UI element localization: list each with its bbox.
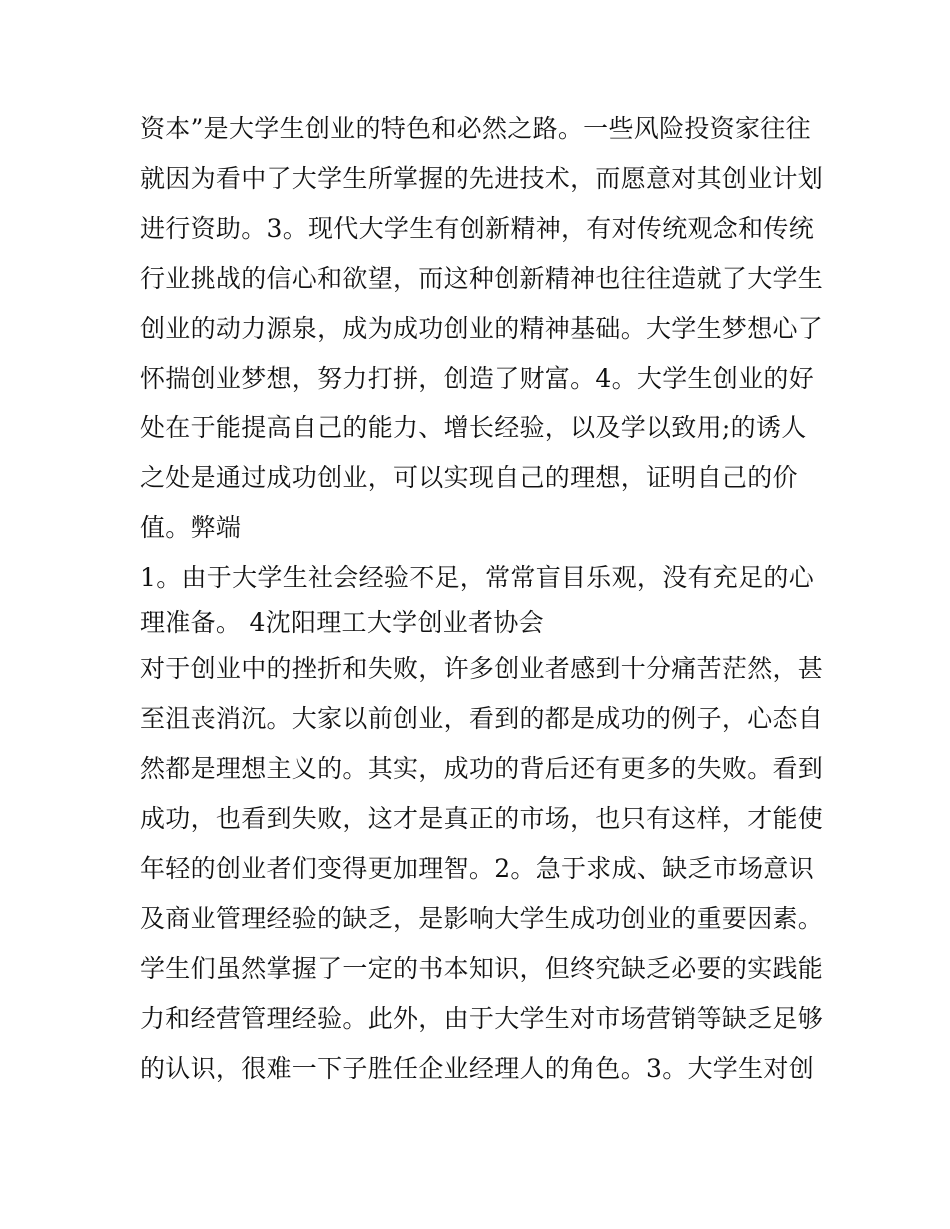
text-line: 创业的动力源泉，成为成功创业的精神基础。大学生梦想心了 xyxy=(140,314,824,343)
text-line: 处在于能提高自己的能力、增长经验，以及学以致用;的诱人 xyxy=(140,413,807,442)
text-line: 年轻的创业者们变得更加理智。2。急于求成、缺乏市场意识 xyxy=(140,854,815,883)
text-line: 至沮丧消沉。大家以前创业，看到的都是成功的例子，心态自 xyxy=(140,704,824,733)
text-line: 资本”是大学生创业的特色和必然之路。一些风险投资家往往 xyxy=(140,114,811,143)
text-line: 对于创业中的挫折和失败，许多创业者感到十分痛苦茫然，甚 xyxy=(140,654,824,683)
text-line: 成功，也看到失败，这才是真正的市场，也只有这样，才能使 xyxy=(140,804,824,833)
text-line: 的认识，很难一下子胜任企业经理人的角色。3。大学生对创 xyxy=(140,1054,815,1083)
text-line: 及商业管理经验的缺乏，是影响大学生成功创业的重要因素。 xyxy=(140,904,824,933)
text-line: 怀揣创业梦想，努力打拼，创造了财富。4。大学生创业的好 xyxy=(140,364,815,393)
text-line: 行业挑战的信心和欲望，而这种创新精神也往往造就了大学生 xyxy=(140,264,824,293)
text-line: 然都是理想主义的。其实，成功的背后还有更多的失败。看到 xyxy=(140,754,824,783)
text-line: 理准备。 4沈阳理工大学创业者协会 xyxy=(140,608,544,637)
text-line: 力和经营管理经验。此外，由于大学生对市场营销等缺乏足够 xyxy=(140,1004,824,1033)
text-line: 进行资助。3。现代大学生有创新精神，有对传统观念和传统 xyxy=(140,214,815,243)
text-line: 之处是通过成功创业，可以实现自己的理想，证明自己的价 xyxy=(140,463,798,492)
text-line: 1。由于大学生社会经验不足，常常盲目乐观，没有充足的心 xyxy=(140,563,815,592)
text-line: 就因为看中了大学生所掌握的先进技术，而愿意对其创业计划 xyxy=(140,164,824,193)
text-line: 学生们虽然掌握了一定的书本知识，但终究缺乏必要的实践能 xyxy=(140,954,824,983)
text-line: 值。弊端 xyxy=(140,513,242,542)
